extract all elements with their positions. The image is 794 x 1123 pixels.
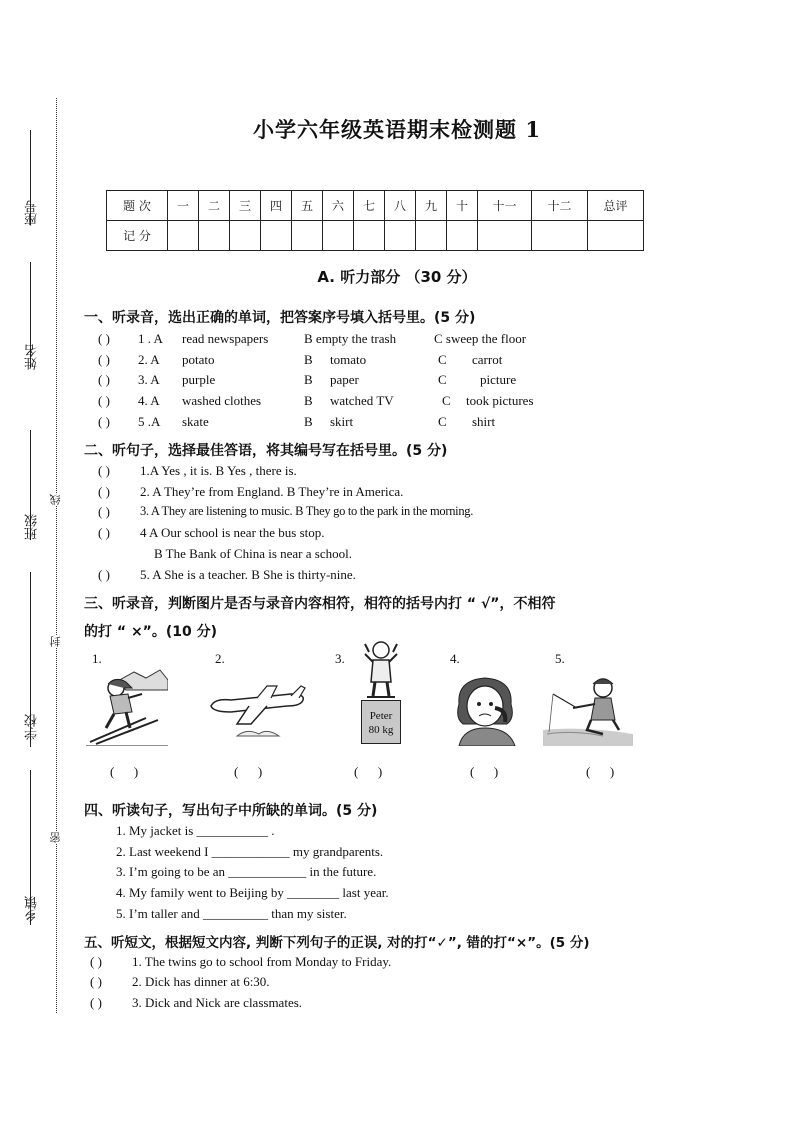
s5-paren-3: ( ): [90, 995, 102, 1010]
score-table: [106, 190, 644, 251]
page-title: 小学六年级英语期末检测题 1: [253, 117, 541, 142]
s2-paren-4: ( ): [98, 525, 110, 540]
cut-mark-mi: 密: [50, 832, 62, 843]
cell-total: 总评: [588, 191, 644, 221]
section4-heading: 四、听读句子，写出句子中所缺的单词。(5 分): [84, 803, 378, 819]
pic-answer-2[interactable]: ( ): [234, 764, 263, 779]
pic-answer-3[interactable]: ( ): [354, 764, 383, 779]
s2-item-3: 3. A They are listening to music. B They go to the park in the morning.: [140, 504, 474, 518]
s2-item-5: 5. A She is a teacher. B She is thirty-nine.: [140, 567, 356, 582]
cell-3: 三: [230, 191, 261, 221]
scale-panel: [361, 700, 401, 744]
pic-number-5: 5.: [555, 651, 565, 666]
peter-picture: [357, 640, 405, 746]
s5-item-2: 2. Dick has dinner at 6:30.: [132, 974, 270, 989]
cell-6: 六: [323, 191, 354, 221]
airplane-picture: [207, 684, 307, 744]
section5-heading: 五、听短文，根据短文内容, 判断下列句子的正误, 对的打“✓”, 错的打“×”。(5 分): [84, 935, 590, 951]
s2-item-4a: 4 A Our school is near the bus stop.: [140, 525, 325, 540]
cell-label: 题 次: [107, 191, 168, 221]
skier-picture: [86, 668, 168, 746]
class-label: 班级: [24, 514, 39, 540]
s2-paren-1: ( ): [98, 463, 110, 478]
pic-answer-1[interactable]: ( ): [110, 764, 139, 779]
s4-item-2: 2. Last weekend I ____________ my grandparents.: [116, 844, 384, 859]
s4-item-3: 3. I’m going to be an ____________ in the future.: [116, 864, 377, 879]
cell-9: 九: [416, 191, 447, 221]
s1-item-1: ( ) 1 . A read newspapers B empty the trash C sweep the floor: [98, 331, 527, 346]
cell-5: 五: [292, 191, 323, 221]
section3-heading-line1: 三、听录音，判断图片是否与录音内容相符，相符的括号内打 “ √”，不相符: [84, 596, 556, 612]
score-value-row: [107, 221, 644, 251]
seat-label: 座号: [24, 200, 39, 226]
s1-item-3: ( ) 3. A purple B paper C picture: [98, 372, 517, 387]
scale-weight: 80 kg: [368, 724, 394, 736]
s2-paren-3: ( ): [98, 504, 110, 519]
pic-number-3: 3.: [335, 651, 345, 666]
s4-item-4: 4. My family went to Beijing by ________ last year.: [116, 885, 389, 900]
score-header-row: [107, 191, 644, 221]
boy-figure: [357, 640, 405, 700]
s1-item-5: ( ) 5 .A skate B skirt C shirt: [98, 414, 496, 429]
s4-item-5: 5. I’m taller and __________ than my sister.: [116, 906, 347, 921]
s5-paren-1: ( ): [90, 954, 102, 969]
cell-11: 十一: [478, 191, 532, 221]
s2-paren-5: ( ): [98, 567, 110, 582]
pic-number-4: 4.: [450, 651, 460, 666]
section3-heading-line2: 的打 “ ×”。(10 分): [84, 624, 218, 640]
scale-name: Peter: [369, 710, 393, 722]
pic-number-2: 2.: [215, 651, 225, 666]
part-a-heading: A. 听力部分 （30 分）: [317, 268, 477, 286]
s4-item-1: 1. My jacket is ___________ .: [116, 823, 275, 838]
name-label: 姓名: [24, 344, 39, 370]
s2-paren-2: ( ): [98, 484, 110, 499]
cell-7: 七: [354, 191, 385, 221]
s5-item-1: 1. The twins go to school from Monday to Friday.: [132, 954, 392, 969]
pic-answer-4[interactable]: ( ): [470, 764, 499, 779]
s5-item-3: 3. Dick and Nick are classmates.: [132, 995, 303, 1010]
s2-item-1: 1.A Yes , it is. B Yes , there is.: [140, 463, 297, 478]
s2-item-4b: B The Bank of China is near a school.: [154, 546, 352, 561]
cell-2: 二: [199, 191, 230, 221]
pic-number-1: 1.: [92, 651, 102, 666]
cell-10: 十: [447, 191, 478, 221]
cell-4: 四: [261, 191, 292, 221]
section2-heading: 二、听句子，选择最佳答语，将其编号写在括号里。(5 分): [84, 443, 448, 459]
s5-paren-2: ( ): [90, 974, 102, 989]
boy-fishing-picture: [543, 674, 633, 746]
school-label: 学校: [24, 714, 39, 740]
girl-toothache-picture: [449, 674, 522, 746]
cut-mark-feng: 封: [50, 636, 62, 647]
cell-12: 十二: [532, 191, 588, 221]
cut-mark-xian: 线: [50, 494, 62, 505]
town-label: 乡镇: [24, 896, 39, 922]
s1-item-2: ( ) 2. A potato B tomato C carrot: [98, 352, 503, 367]
section1-heading: 一、听录音，选出正确的单词，把答案序号填入括号里。(5 分): [84, 310, 476, 326]
s2-item-2: 2. A They’re from England. B They’re in America.: [140, 484, 404, 499]
cell-1: 一: [168, 191, 199, 221]
binding-dotted-line: [56, 98, 57, 1013]
cell-8: 八: [385, 191, 416, 221]
s1-item-4: ( ) 4. A washed clothes B watched TV C took pictures: [98, 393, 534, 408]
pic-answer-5[interactable]: ( ): [586, 764, 615, 779]
cell-score-label: 记 分: [107, 221, 168, 251]
